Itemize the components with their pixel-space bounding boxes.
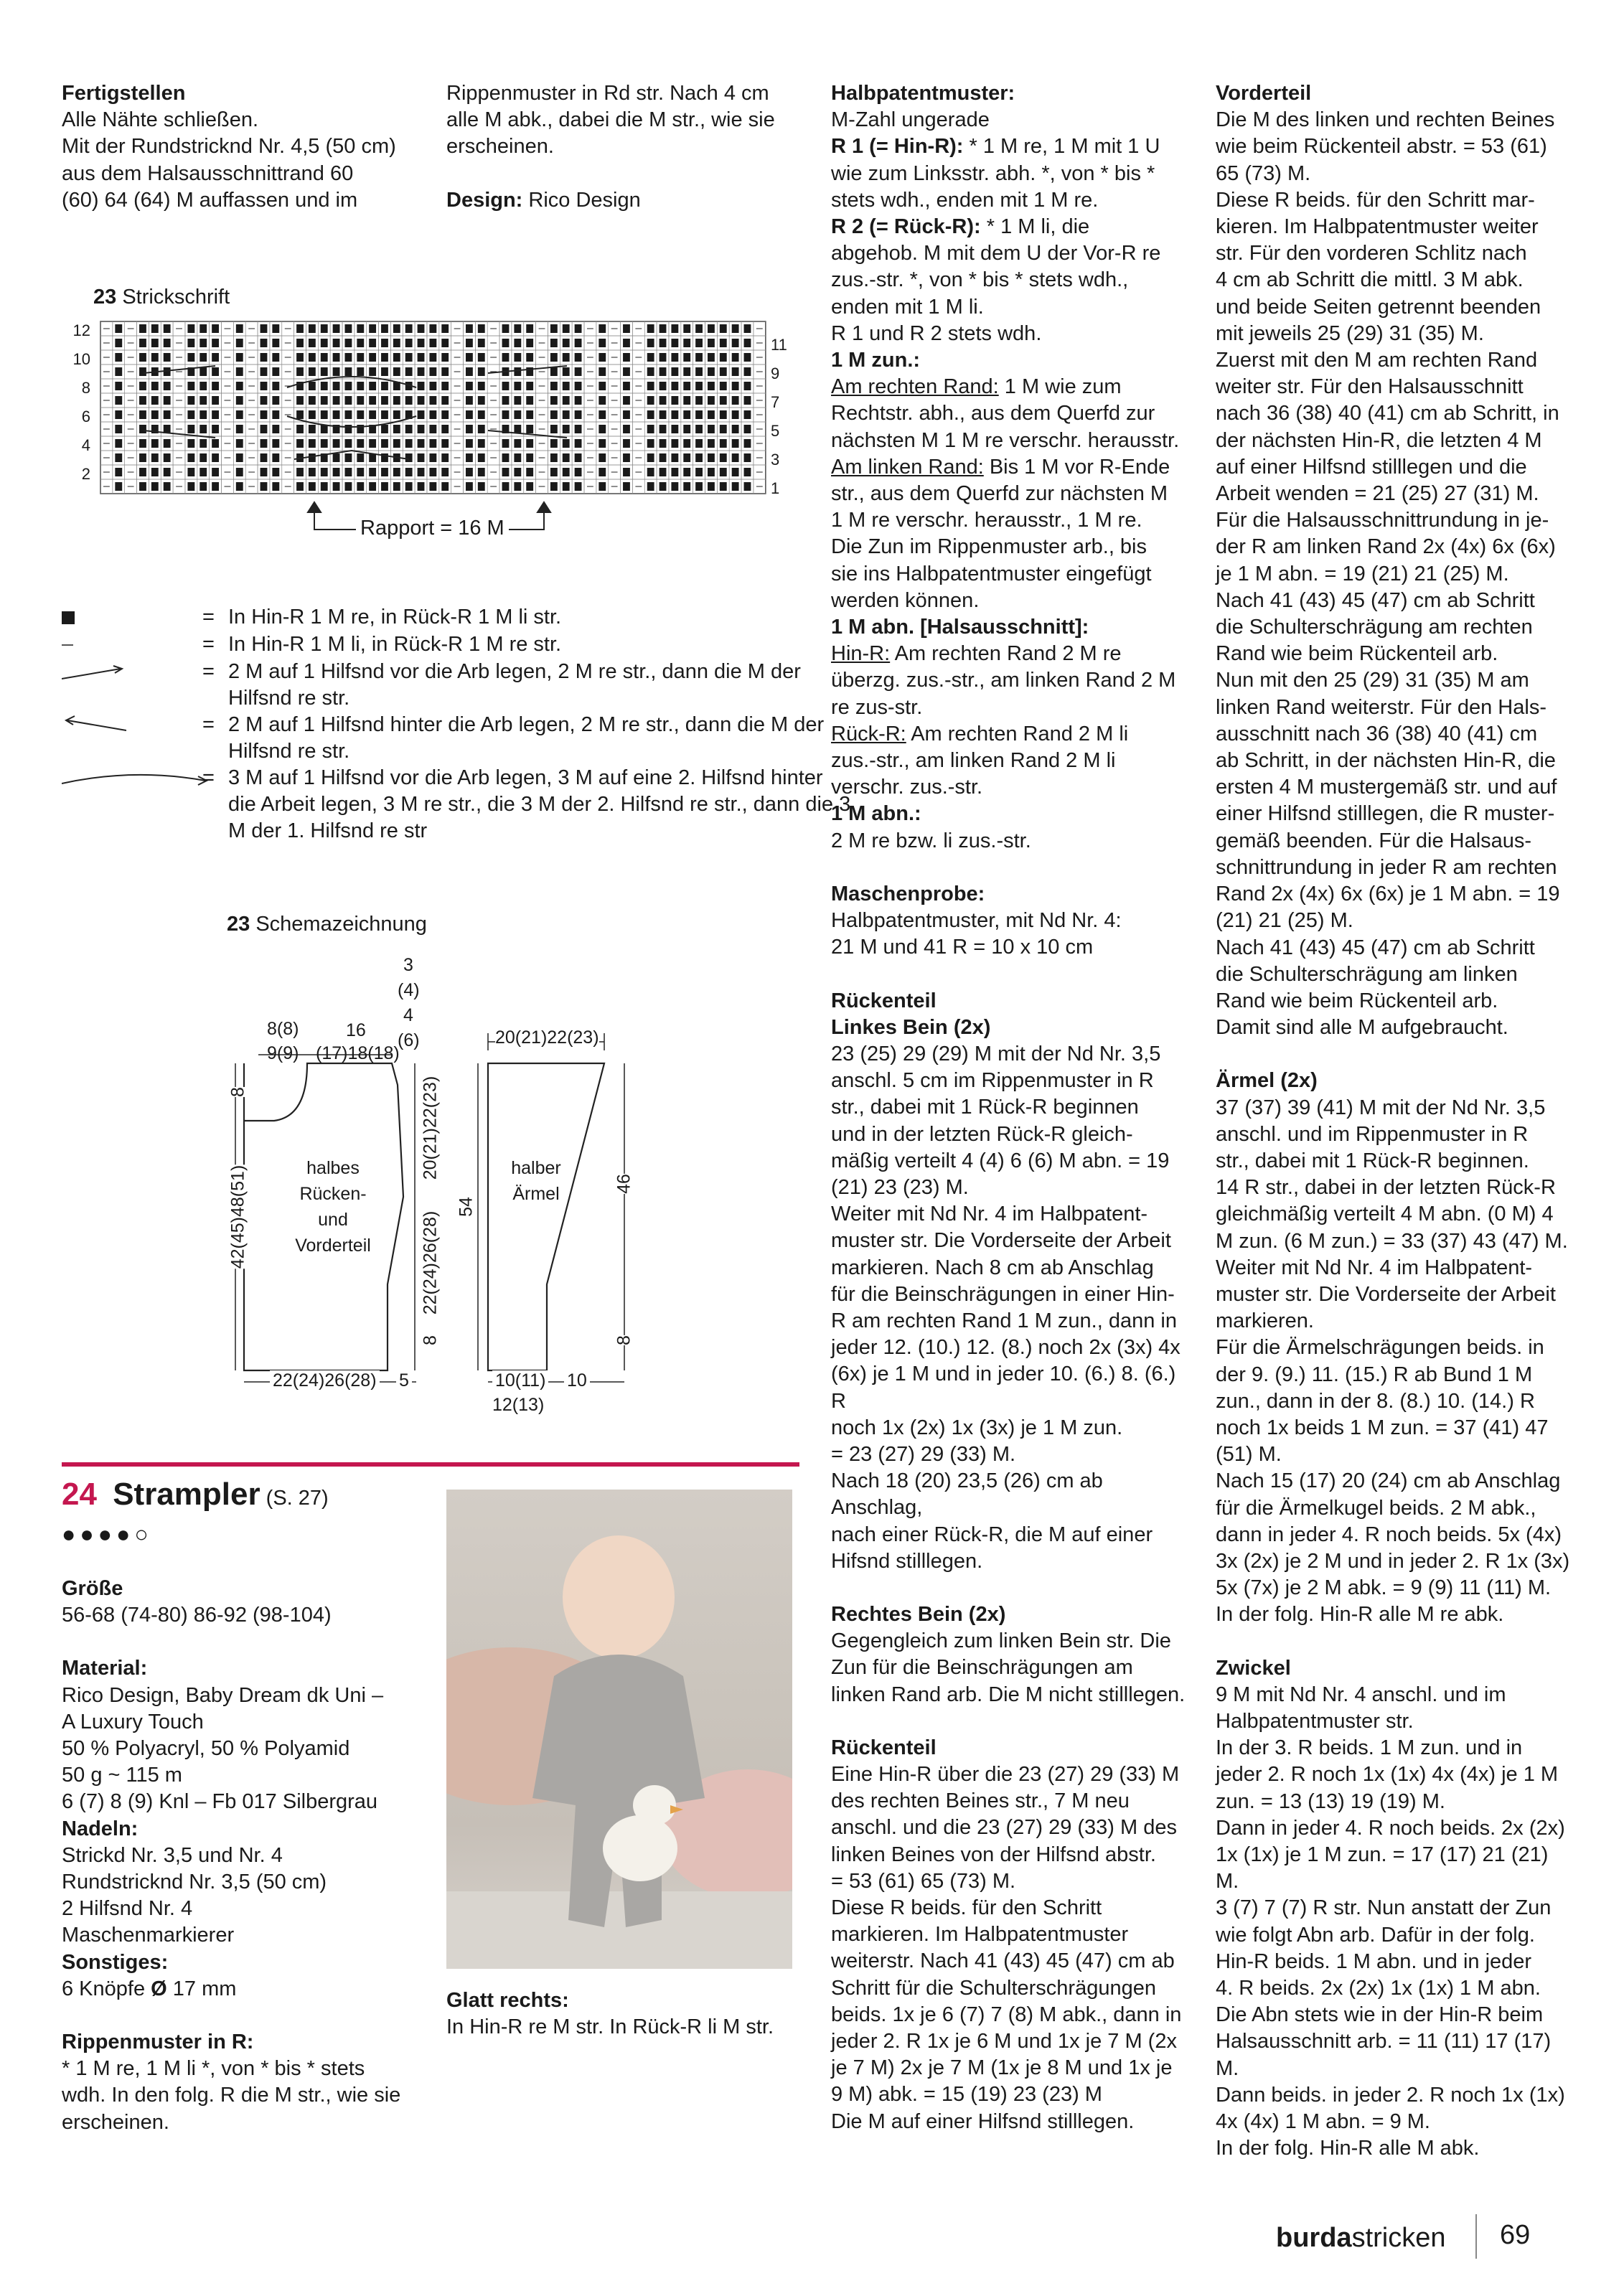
text-line: R 2 (= Rück-R): * 1 M li, die [831, 215, 1090, 239]
text-line: 56-68 (74-80) 86-92 (98-104) [62, 1604, 332, 1627]
text-line: R am rechten Rand 1 M zun., dann in [831, 1309, 1177, 1332]
text-line: 4x (4x) 1 M abn. = 9 M. [1216, 2110, 1430, 2134]
text-line: Am linken Rand: Bis 1 M vor R-Ende [831, 455, 1170, 479]
text-line: Die Zun im Rippenmuster arb., bis [831, 535, 1147, 559]
text-line: Dann in jeder 4. R noch beids. 2x (2x) [1216, 1816, 1565, 1840]
text-line: nach einer Rück-R, die M auf einer [831, 1523, 1153, 1546]
text-line: Die Abn stets wie in der Hin-R beim [1216, 2003, 1544, 2027]
legend-equals: = [202, 660, 215, 683]
text-line: R 1 und R 2 stets wdh. [831, 321, 1042, 345]
text-line: Für die Ärmelschrägungen beids. in [1216, 1336, 1544, 1360]
text-line: Für die Halsausschnittrundung in je- [1216, 509, 1549, 532]
halbpatent-heading: Halbpatentmuster: [831, 82, 1015, 105]
zwickel-heading: Zwickel [1216, 1656, 1291, 1680]
text-line: Hin-R: Am rechten Rand 2 M re [831, 642, 1122, 666]
legend-equals: = [202, 766, 215, 789]
text-line: In Hin-R re M str. In Rück-R li M str. [446, 2015, 774, 2039]
text-line: Nun mit den 25 (29) 31 (35) M am [1216, 669, 1529, 692]
text-line: noch 1x (2x) 1x (3x) je 1 M zun. [831, 1416, 1123, 1439]
chart-row-number: 5 [771, 422, 780, 440]
text-line: muster str. Die Vorderseite der Arbeit [1216, 1282, 1556, 1306]
text-line: Rippenmuster in Rd str. Nach 4 cm [446, 82, 769, 105]
text-line: str., dabei mit 1 Rück-R beginnen [831, 1096, 1139, 1119]
text-line: Nach 18 (20) 23,5 (26) cm ab Anschlag, [831, 1469, 1103, 1520]
text-line: Weiter mit Nd Nr. 4 im Halbpatent- [1216, 1256, 1533, 1279]
text-line: Weiter mit Nd Nr. 4 im Halbpatent- [831, 1203, 1148, 1226]
text-line: M zun. (6 M zun.) = 33 (37) 43 (47) M. [1216, 1229, 1568, 1253]
chart-row-number: 2 [81, 465, 90, 483]
schema-body-lower-h: 22(24)26(28) [420, 1210, 441, 1315]
text-line: anschl. 5 cm im Rippenmuster in R [831, 1069, 1154, 1093]
text-line: Mit der Rundstricknd Nr. 4,5 (50 cm) [62, 135, 396, 159]
text-line: 4. R beids. 2x (2x) 1x (1x) 1 M abn. [1216, 1977, 1541, 2000]
text-line: 2 M re bzw. li zus.-str. [831, 829, 1031, 852]
schema-w2a: 16 [346, 1020, 366, 1040]
vorderteil-heading: Vorderteil [1216, 82, 1312, 105]
legend-text: In Hin-R 1 M re, in Rück-R 1 M li str. [228, 606, 562, 629]
text-line: 37 (37) 39 (41) M mit der Nd Nr. 3,5 [1216, 1096, 1546, 1119]
chart-row-number: 10 [72, 350, 90, 368]
text-line: aus dem Halsausschnittrand 60 [62, 161, 354, 185]
text-line: In der 3. R beids. 1 M zun. und in [1216, 1736, 1523, 1760]
text-line: (6x) je 1 M und in jeder 10. (6.) 8. (6.) R [831, 1363, 1176, 1413]
text-line: Rico Design, Baby Dream dk Uni – [62, 1683, 384, 1707]
text-line: Damit sind alle M aufgebraucht. [1216, 1016, 1508, 1040]
text-line: Am rechten Rand: 1 M wie zum [831, 375, 1122, 399]
text-line: Rundstricknd Nr. 3,5 (50 cm) [62, 1871, 327, 1894]
text-line: der R am linken Rand 2x (4x) 6x (6x) [1216, 535, 1556, 559]
text-line: jeder 2. R 1x je 6 M und 1x je 7 M (2x [831, 2030, 1177, 2053]
text-line: sie ins Halbpatentmuster eingefügt [831, 562, 1152, 585]
text-line: und in der letzten Rück-R gleich- [831, 1122, 1133, 1146]
fertigstellen-heading: Fertigstellen [62, 82, 186, 105]
text-line: noch 1x beids 1 M zun. = 37 (41) 47 [1216, 1416, 1549, 1439]
maschenprobe-heading: Maschenprobe: [831, 882, 985, 905]
schema-title: 23 Schemazeichnung [227, 913, 427, 936]
text-line: je 1 M abn. = 19 (21) 21 (25) M. [1216, 562, 1509, 585]
text-line: markieren. [1216, 1309, 1314, 1333]
section-title: 24 Strampler (S. 27) [62, 1477, 329, 1512]
text-line: * 1 M re, 1 M li *, von * bis * stets [62, 2057, 365, 2081]
zwickel-text [1216, 1682, 1574, 2163]
text-line: 6 Knöpfe Ø 17 mm [62, 1977, 237, 2000]
text-line: Alle Nähte schließen. [62, 108, 259, 132]
zun-heading: 1 M zun.: [831, 349, 921, 372]
text-line: In der folg. Hin-R alle M re abk. [1216, 1603, 1504, 1627]
text-line: je 7 M) 2x je 7 M (1x je 8 M und 1x je [831, 2056, 1173, 2080]
section-divider [62, 1462, 799, 1467]
text-line: 3x (2x) je 2 M und in jeder 2. R 1x (3x) [1216, 1549, 1570, 1573]
schema-sleeve-bottom-h: 8 [614, 1335, 634, 1345]
legend-text: 2 M auf 1 Hilfsnd hinter die Arb legen, 2 M re str., dann die M der Hilfsnd re str. [228, 713, 825, 763]
text-line: Die M des linken und rechten Beines [1216, 108, 1555, 132]
text-line: ersten 4 M mustergemäß str. und auf [1216, 776, 1557, 799]
text-line: Halbpatentmuster, mit Nd Nr. 4: [831, 909, 1122, 933]
page-number: 69 [1500, 2220, 1531, 2250]
text-line: auf einer Hilfsnd stilllegen und die [1216, 455, 1527, 479]
text-line: werden können. [831, 588, 980, 612]
nadeln-heading: Nadeln: [62, 1817, 139, 1840]
text-line: str., aus dem Querfd zur nächsten M [831, 482, 1168, 506]
section24-materials [62, 1576, 421, 2136]
text-line: stets wdh., enden mit 1 M re. [831, 188, 1099, 212]
text-line: wdh. In den folg. R die M str., wie sie [62, 2084, 401, 2107]
aermel-heading: Ärmel (2x) [1216, 1069, 1318, 1093]
abn-heading: 1 M abn.: [831, 802, 921, 826]
text-line: Halsausschnitt arb. = 11 (11) 17 (17) M. [1216, 2030, 1552, 2080]
design-credit: Design: Rico Design [446, 188, 641, 212]
text-line: 2 Hilfsnd Nr. 4 [62, 1897, 193, 1921]
text-line: 50 g ~ 115 m [62, 1764, 182, 1787]
text-line: erscheinen. [446, 135, 554, 159]
glatt-rechts-block [446, 1987, 791, 2041]
schema-w1b: 9(9) [267, 1043, 299, 1063]
text-line: 3 (7) 7 (7) R str. Nun anstatt der Zun [1216, 1896, 1552, 1920]
chart-row-number: 7 [771, 393, 780, 411]
text-line: dann in jeder 4. R noch beids. 5x (4x) [1216, 1523, 1562, 1546]
text-line: 9 M mit Nd Nr. 4 anschl. und im [1216, 1683, 1506, 1706]
schema-w2b: (17)18(18) [316, 1043, 400, 1063]
baby-photo [446, 1490, 792, 1969]
text-line: markieren. Nach 8 cm ab Anschlag [831, 1256, 1154, 1279]
chart-row-number: 8 [81, 379, 90, 397]
schema-sleeve-bottom-c: 10 [564, 1370, 590, 1391]
text-line: verschr. zus.-str. [831, 776, 983, 799]
text-line: mäßig verteilt 4 (4) 6 (6) M abn. = 19 [831, 1149, 1170, 1172]
sonstiges-heading: Sonstiges: [62, 1950, 169, 1974]
text-line: schnittrundung in jeder R am rechten [1216, 855, 1557, 879]
text-line: Diese R beids. für den Schritt [831, 1896, 1102, 1919]
schema-body-label: halbes Rücken- und Vorderteil [295, 1158, 371, 1256]
text-line: R 1 (= Hin-R): * 1 M re, 1 M mit 1 U [831, 135, 1160, 159]
legend-text: In Hin-R 1 M li, in Rück-R 1 M re str. [228, 633, 562, 656]
text-line: 6 (7) 8 (9) Knl – Fb 017 Silbergrau [62, 1790, 378, 1814]
text-line: (21) 23 (23) M. [831, 1175, 969, 1199]
glatt-heading: Glatt rechts: [446, 1989, 569, 2012]
linkes-bein-heading: Linkes Bein (2x) [831, 1015, 991, 1039]
chart-row-number: 1 [771, 479, 780, 497]
chart-row-number: 11 [771, 336, 787, 354]
text-line: linken Rand weiterstr. Für den Hals- [1216, 695, 1546, 719]
column-4 [1216, 80, 1574, 2162]
groesse-heading: Größe [62, 1577, 123, 1600]
legend-equals: = [202, 606, 215, 629]
column-3 [831, 80, 1190, 2135]
text-line: zun. = 13 (13) 19 (19) M. [1216, 1789, 1445, 1813]
text-line: Zun für die Beinschrägungen am [831, 1656, 1133, 1680]
text-line: Nach 15 (17) 20 (24) cm ab Anschlag [1216, 1469, 1561, 1493]
text-line: enden mit 1 M li. [831, 295, 984, 319]
text-line: 1x (1x) je 1 M zun. = 17 (17) 21 (21) M. [1216, 1843, 1549, 1893]
chart-row-number: 6 [81, 408, 90, 425]
schema-sleeve-right-h: 46 [614, 1174, 634, 1194]
chart-title: 23 Strickschrift [93, 286, 230, 309]
text-line: der 9. (9.) 11. (15.) R ab Bund 1 M [1216, 1363, 1533, 1386]
text-line: Hifsnd stilllegen. [831, 1549, 983, 1573]
text-line: A Luxury Touch [62, 1710, 204, 1733]
text-line: 23 (25) 29 (29) M mit der Nd Nr. 3,5 [831, 1042, 1161, 1065]
text-line: zus.-str., am linken Rand 2 M li [831, 749, 1116, 773]
text-line: In der folg. Hin-R alle M abk. [1216, 2137, 1480, 2160]
rueckenteil-text [831, 1761, 1190, 2135]
schema-body-height: 42(45)48(51) [227, 1165, 248, 1269]
text-line: Arbeit wenden = 21 (25) 27 (31) M. [1216, 482, 1539, 506]
schema-w1a: 8(8) [267, 1019, 299, 1039]
text-line: nächsten M 1 M re verschr. herausstr. [831, 428, 1180, 452]
footer-separator [1475, 2214, 1477, 2259]
material-heading: Material: [62, 1657, 148, 1680]
text-line: der nächsten Hin-R, die letzten 4 M [1216, 428, 1542, 452]
schema-sleeve-label: halber Ärmel [511, 1158, 561, 1204]
schema-sleeve-bottom-b: 12(13) [492, 1395, 545, 1415]
schema-top-label: 3 (4) 4 (6) [398, 955, 420, 1050]
text-line: muster str. Die Vorderseite der Arbeit [831, 1229, 1171, 1253]
schema-sleeve-bottom-a: 10(11) [492, 1370, 548, 1391]
text-line: 65 (73) M. [1216, 161, 1311, 185]
text-line: Rechtstr. abh., aus dem Querfd zur [831, 402, 1155, 425]
text-line: wie zum Linksstr. abh. *, von * bis * [831, 161, 1155, 185]
text-line: Rand wie beim Rückenteil arb. [1216, 989, 1498, 1012]
text-line: weiter str. Für den Halsausschnitt [1216, 375, 1524, 399]
text-line: und beide Seiten getrennt beenden [1216, 295, 1541, 319]
abn-hals-heading: 1 M abn. [Halsausschnitt]: [831, 616, 1089, 639]
text-line: (60) 64 (64) M auffassen und im [62, 188, 358, 212]
text-line: die Schulterschrägung am rechten [1216, 616, 1533, 639]
text-line: mit jeweils 25 (29) 31 (35) M. [1216, 321, 1484, 345]
text-line: erscheinen. [62, 2110, 169, 2134]
text-line: abgehob. M mit dem U der Vor-R re [831, 242, 1161, 265]
text-line: 9 M) abk. = 15 (19) 23 (23) M [831, 2083, 1102, 2107]
rippen-heading: Rippenmuster in R: [62, 2031, 254, 2054]
text-line: Rand 2x (4x) 6x (6x) je 1 M abn. = 19 [1216, 883, 1560, 906]
text-line: str. Für den vorderen Schlitz nach [1216, 242, 1527, 265]
text-line: Schritt für die Schulterschrägungen [831, 1976, 1156, 2000]
chart-row-number: 4 [81, 436, 90, 454]
schema-body-right-h: 20(21)22(23) [420, 1076, 441, 1180]
text-line: = 23 (27) 29 (33) M. [831, 1442, 1016, 1466]
text-line: gleichmäßig verteilt 4 M abn. (0 M) 4 [1216, 1203, 1554, 1226]
text-line: Diese R beids. für den Schritt mar- [1216, 188, 1535, 212]
text-line: (21) 21 (25) M. [1216, 909, 1353, 933]
text-line: jeder 12. (10.) 12. (8.) noch 2x (3x) 4x [831, 1336, 1181, 1360]
rechtes-bein-text [831, 1628, 1190, 1708]
text-line: Gegengleich zum linken Bein str. Die [831, 1629, 1171, 1653]
text-line: die Schulterschrägung am linken [1216, 962, 1518, 986]
text-line: Dann beids. in jeder 2. R noch 1x (1x) [1216, 2083, 1565, 2107]
chart-row-number: 12 [72, 321, 90, 339]
text-line: kieren. Im Halbpatentmuster weiter [1216, 215, 1539, 239]
text-line: zus.-str. *, von * bis * stets wdh., [831, 268, 1129, 292]
text-line: einer Hilfsnd stilllegen, die R muster- [1216, 802, 1555, 826]
text-line: Nach 41 (43) 45 (47) cm ab Schritt [1216, 588, 1535, 612]
text-line: 50 % Polyacryl, 50 % Polyamid [62, 1737, 350, 1761]
legend-text: 2 M auf 1 Hilfsnd vor die Arb legen, 2 M re str., dann die M der Hilfsnd re str. [228, 660, 801, 710]
text-line: Maschenmarkierer [62, 1924, 235, 1947]
text-line: beids. 1x je 6 (7) 7 (8) M abk., dann in [831, 2003, 1182, 2026]
chart-row-number: 9 [771, 364, 780, 382]
rueckenteil-heading: Rückenteil [831, 989, 937, 1012]
text-line: = 53 (61) 65 (73) M. [831, 1869, 1016, 1893]
text-line: Hin-R beids. 1 M abn. und in jeder [1216, 1949, 1532, 1973]
schema-body-bottom-right: 5 [396, 1370, 412, 1391]
text-line: 5x (7x) je 2 M abk. = 9 (9) 11 (11) M. [1216, 1576, 1552, 1600]
text-line: (51) M. [1216, 1443, 1282, 1467]
schema-body-bottom: 22(24)26(28) [270, 1370, 380, 1391]
text-line: linken Beines von der Hilfsnd abstr. [831, 1843, 1156, 1866]
legend-text: 3 M auf 1 Hilfsnd vor die Arb legen, 3 M auf eine 2. Hilfsnd hinter die Arbeit legen, 3 M re str., die 3 M der 2. Hilfsnd re str., dann die 3 M der 1. Hilfsnd re str [228, 766, 851, 843]
text-line: Eine Hin-R über die 23 (27) 29 (33) M [831, 1762, 1180, 1786]
text-line: markieren. Im Halbpatentmuster [831, 1923, 1129, 1947]
text-line: gemäß beenden. Für die Halsaus- [1216, 829, 1532, 852]
text-line: nach 36 (38) 40 (41) cm ab Schritt, in [1216, 402, 1559, 425]
footer-brand: burdastricken [1276, 2223, 1446, 2253]
schema-body-bottom-h: 8 [420, 1335, 441, 1345]
text-line: 4 cm ab Schritt die mittl. 3 M abk. [1216, 268, 1524, 292]
text-line: M-Zahl ungerade [831, 108, 990, 132]
schema-sleeve-left-h: 54 [456, 1197, 477, 1217]
text-line: Rück-R: Am rechten Rand 2 M li [831, 722, 1129, 745]
text-line: anschl. und die 23 (27) 29 (33) M des [831, 1816, 1177, 1840]
text-line: 1 M re verschr. herausstr., 1 M re. [831, 509, 1142, 532]
linkes-bein-text [831, 1041, 1190, 1575]
text-line: überzg. zus.-str., am linken Rand 2 M [831, 669, 1176, 692]
text-line: Nach 41 (43) 45 (47) cm ab Schritt [1216, 936, 1535, 959]
difficulty-rating: ●●●●○ [62, 1521, 153, 1547]
aermel-text [1216, 1095, 1574, 1629]
text-line: wie folgt Abn arb. Dafür in der folg. [1216, 1923, 1535, 1947]
schema-sleeve-top: 20(21)22(23) [495, 1027, 599, 1048]
sleeve-outline [488, 1063, 604, 1370]
text-line: zun., dann in der 8. (8.) 10. (14.) R [1216, 1389, 1535, 1413]
text-line: wie beim Rückenteil abstr. = 53 (61) [1216, 135, 1547, 159]
text-line: jeder 2. R noch 1x (1x) 4x (4x) je 1 M [1216, 1763, 1559, 1787]
text-line: re zus-str. [831, 695, 923, 719]
legend-equals: = [202, 633, 215, 656]
text-line: Strickd Nr. 3,5 und Nr. 4 [62, 1843, 283, 1867]
legend-equals: = [202, 713, 215, 736]
schema-body-top-h: 8 [227, 1087, 248, 1097]
text-line: des rechten Beines str., 7 M neu [831, 1789, 1130, 1813]
text-line: für die Ärmelkugel beids. 2 M abk., [1216, 1496, 1536, 1520]
rechtes-bein-heading: Rechtes Bein (2x) [831, 1602, 1006, 1626]
text-line: weiterstr. Nach 41 (43) 45 (47) cm ab [831, 1949, 1175, 1973]
text-line: Halbpatentmuster str. [1216, 1709, 1414, 1733]
rueckenteil2-heading: Rückenteil [831, 1736, 937, 1759]
text-line: Rand wie beim Rückenteil arb. [1216, 642, 1498, 666]
text-line: 21 M und 41 R = 10 x 10 cm [831, 936, 1094, 959]
chart-row-number: 3 [771, 451, 780, 469]
vorderteil-text [1216, 107, 1574, 1041]
text-line: ab Schritt, in der nächsten Hin-R, die [1216, 749, 1556, 773]
text-line: ausschnitt nach 36 (38) 40 (41) cm [1216, 722, 1538, 745]
text-line: anschl. und im Rippenmuster in R [1216, 1122, 1529, 1146]
text-line: Zuerst mit den M am rechten Rand [1216, 349, 1538, 372]
rapport-label: Rapport = 16 M [356, 517, 509, 540]
text-line: str., dabei mit 1 Rück-R beginnen. [1216, 1149, 1529, 1172]
text-line: 14 R str., dabei in der letzten Rück-R [1216, 1176, 1556, 1200]
text-line: alle M abk., dabei die M str., wie sie [446, 108, 775, 132]
text-line: linken Rand arb. Die M nicht stilllegen. [831, 1683, 1186, 1706]
text-line: Die M auf einer Hilfsnd stilllegen. [831, 2109, 1135, 2133]
text-line: für die Beinschrägungen in einer Hin- [831, 1282, 1175, 1306]
